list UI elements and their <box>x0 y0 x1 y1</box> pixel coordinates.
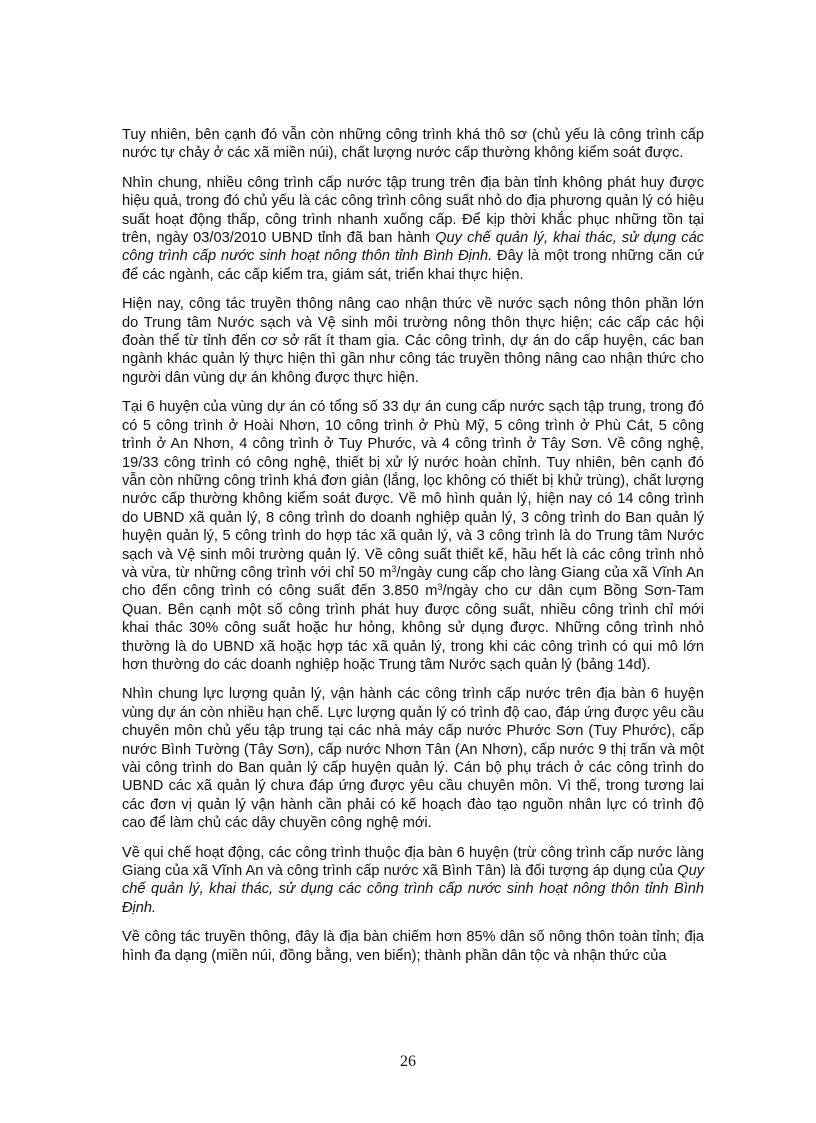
superscript: 3 <box>391 563 397 574</box>
superscript: 3 <box>437 582 443 593</box>
paragraph: Về công tác truyền thông, đây là địa bàn chiếm hơn 85% dân số nông thôn toàn tỉnh; địa hình đa dạng (miền núi, đồng bằng, ven biển); thành phần dân tộc và nhận thức của <box>122 929 704 964</box>
paragraph-text: Đây là một trong những căn cứ để các ngành, các cấp kiểm tra, giám sát, triển khai thực hiện. <box>122 248 704 283</box>
document-body <box>122 126 704 976</box>
paragraph <box>122 398 704 674</box>
paragraph-text: Về qui chế hoạt động, các công trình thuộc địa bàn 6 huyện (trừ công trình cấp nước làng Giang của xã Vĩnh An và công trình cấp nước xã Bình Tân) là đối tượng áp dụng của <box>122 844 704 880</box>
paragraph-text: /ngày cho cư dân cụm Bồng Sơn-Tam Quan. Bên cạnh một số công trình phát huy được công suất, nhiều công trình chỉ mới khai thác 30% công suất hoặc hư hỏng, không sử dụng được. Những công trình nhỏ thường là do UBND xã hoặc hợp tác xã quản lý, trong khi các công trình có qui mô lớn hơn thường do các doanh nghiệp hoặc Trung tâm Nước sạch quản lý (bảng 14d). <box>122 583 704 673</box>
paragraph-text: Tại 6 huyện của vùng dự án có tổng số 33 dự án cung cấp nước sạch tập trung, trong đó có 5 công trình ở Hoài Nhơn, 10 công trình ở Phù Mỹ, 5 công trình ở Phù Cát, 5 công trình ở An Nhơn, 4 công trình ở Tuy Phước, và 4 công trình ở Tây Sơn. Về công nghệ, 19/33 công trình có công nghệ, thiết bị xử lý nước hoàn chỉnh. Tuy nhiên, bên cạnh đó vẫn còn những công trình khá đơn giản (lắng, lọc không có thiết bị khử trùng), chất lượng nước cấp thường không kiểm soát được. Về mô hình quản lý, hiện nay có 14 công trình do UBND xã quản lý, 8 công trình do doanh nghiệp quản lý, 3 công trình do Ban quản lý huyện quản lý, 5 công trình do hợp tác xã quản lý, và 3 công trình là do Trung tâm Nước sạch và Vệ sinh môi trường quản lý. Về công suất thiết kế, hầu hết là các công trình nhỏ và vừa, từ những công trình với chỉ 50 m <box>122 399 704 581</box>
paragraph: Nhìn chung lực lượng quản lý, vận hành các công trình cấp nước trên địa bàn 6 huyện vùng dự án còn nhiều hạn chế. Lực lượng quản lý có trình độ cao, đáp ứng được yêu cầu chuyên môn chủ yếu tập trung tại các nhà máy cấp nước Phước Sơn (Tuy Phước), cấp nước Bình Tường (Tây Sơn), cấp nước Nhơn Tân (An Nhơn), cấp nước 9 thị trấn và một vài công trình do Ban quản lý cấp huyện quản lý. Cán bộ phụ trách ở các công trình do UBND các xã quản lý chưa đáp ứng được yêu cầu chuyên môn. Vì thế, trong tương lai các đơn vị quản lý vận hành cần phải có kế hoạch đào tạo nguồn nhân lực có trình độ cao để làm chủ các dây chuyền công nghệ mới. <box>122 686 704 832</box>
paragraph: Tuy nhiên, bên cạnh đó vẫn còn những công trình khá thô sơ (chủ yếu là công trình cấp nước tự chảy ở các xã miền núi), chất lượng nước cấp thường không kiểm soát được. <box>122 127 704 162</box>
paragraph <box>122 844 704 918</box>
paragraph <box>122 174 704 284</box>
paragraph: Hiện nay, công tác truyền thông nâng cao nhận thức về nước sạch nông thôn phần lớn do Trung tâm Nước sạch và Vệ sinh môi trường nông thôn thực hiện; các cấp các hội đoàn thể từ tỉnh đến cơ sở rất ít tham gia. Các công trình, dự án do cấp huyện, các ban ngành khác quản lý thực hiện thì gần như công tác truyền thông nâng cao nhận thức cho người dân vùng dự án không được thực hiện. <box>122 296 704 386</box>
page-number: 26 <box>400 1053 416 1070</box>
regulation-title: Quy chế quản lý, khai thác, sử dụng các công trình cấp nước sinh hoạt nông thôn tỉnh Bình Định. <box>122 230 704 265</box>
paragraph-text: /ngày cung cấp cho làng Giang của xã Vĩnh An cho đến công trình có công suất đến 3.850 m <box>122 564 704 600</box>
paragraph-text: Nhìn chung, nhiều công trình cấp nước tập trung trên địa bàn tỉnh không phát huy được hiệu quả, trong đó chủ yếu là các công trình công suất nhỏ do địa phương quản lý có hiệu suất hoạt động thấp, công trình nhanh xuống cấp. Để kịp thời khắc phục những tồn tại trên, ngày 03/03/2010 UBND tỉnh đã ban hành <box>122 174 704 247</box>
regulation-title: Quy chế quản lý, khai thác, sử dụng các công trình cấp nước sinh hoạt nông thôn tỉnh Bình Định. <box>122 863 704 916</box>
